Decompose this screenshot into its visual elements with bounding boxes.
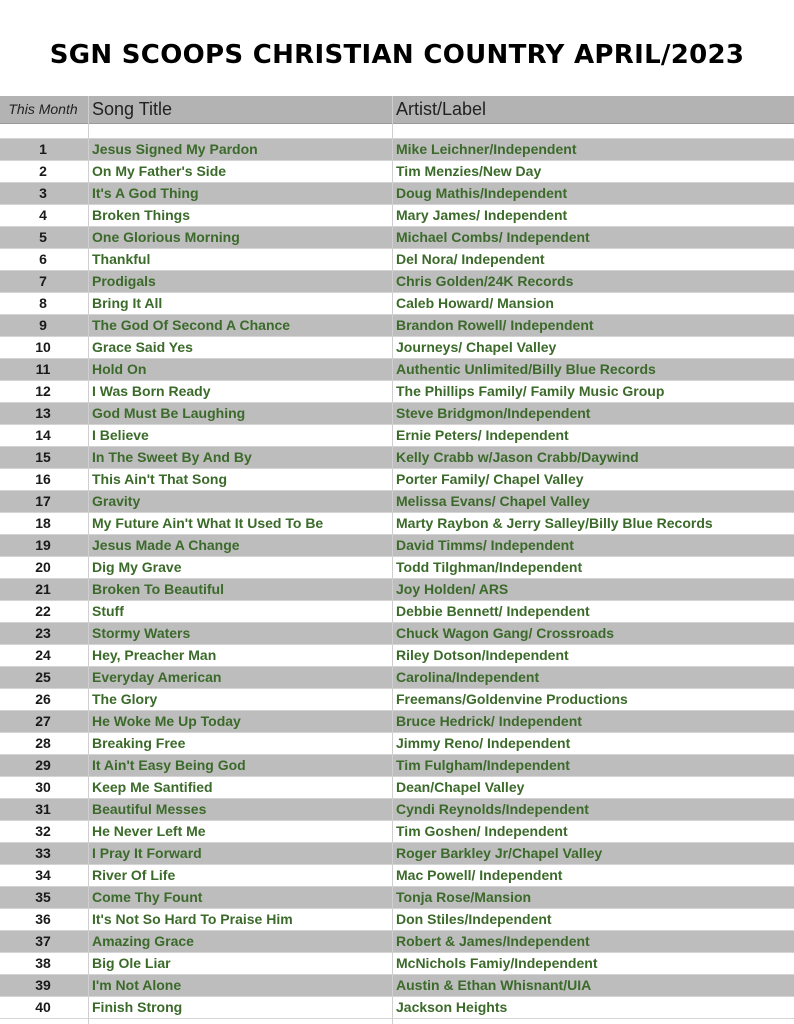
rank-cell: 3	[39, 185, 47, 201]
song-title-cell: This Ain't That Song	[92, 471, 228, 487]
table-row	[0, 315, 794, 337]
table-row	[0, 909, 794, 931]
rank-cell: 31	[35, 801, 51, 817]
artist-label-cell: Mary James/ Independent	[396, 207, 568, 223]
rank-cell: 36	[35, 911, 51, 927]
artist-label-cell: Joy Holden/ ARS	[396, 581, 509, 597]
chart-table	[0, 96, 794, 1019]
song-title-cell: Prodigals	[92, 273, 156, 289]
table-row	[0, 139, 794, 161]
artist-label-cell: Authentic Unlimited/Billy Blue Records	[396, 361, 656, 377]
rank-cell: 35	[35, 889, 51, 905]
table-row	[0, 777, 794, 799]
rank-cell: 4	[39, 207, 47, 223]
rank-cell: 26	[35, 691, 51, 707]
table-row	[0, 205, 794, 227]
song-title-cell: Dig My Grave	[92, 559, 182, 575]
song-title-cell: I Pray It Forward	[92, 845, 202, 861]
artist-label-cell: Doug Mathis/Independent	[396, 185, 568, 201]
song-title-cell: It's A God Thing	[92, 185, 199, 201]
artist-label-cell: Marty Raybon & Jerry Salley/Billy Blue Records	[396, 515, 713, 531]
song-title-cell: Beautiful Messes	[92, 801, 207, 817]
table-row	[0, 227, 794, 249]
artist-label-cell: Austin & Ethan Whisnant/UIA	[396, 977, 592, 993]
artist-label-cell: The Phillips Family/ Family Music Group	[396, 383, 665, 399]
header-song-title: Song Title	[92, 99, 173, 119]
artist-label-cell: Dean/Chapel Valley	[396, 779, 525, 795]
artist-label-cell: Michael Combs/ Independent	[396, 229, 590, 245]
rank-cell: 22	[35, 603, 51, 619]
table-row	[0, 975, 794, 997]
rank-cell: 21	[35, 581, 51, 597]
song-title-cell: I'm Not Alone	[92, 977, 182, 993]
artist-label-cell: Chuck Wagon Gang/ Crossroads	[396, 625, 615, 641]
table-row	[0, 183, 794, 205]
column-divider	[88, 96, 89, 1024]
table-row	[0, 689, 794, 711]
artist-label-cell: Jackson Heights	[396, 999, 508, 1015]
artist-label-cell: Chris Golden/24K Records	[396, 273, 574, 289]
rank-cell: 39	[35, 977, 51, 993]
header-artist-label: Artist/Label	[396, 99, 487, 119]
rank-cell: 32	[35, 823, 51, 839]
song-title-cell: Amazing Grace	[92, 933, 194, 949]
blank-row	[0, 124, 794, 139]
table-row	[0, 425, 794, 447]
song-title-cell: Grace Said Yes	[92, 339, 193, 355]
rank-cell: 2	[39, 163, 47, 179]
song-title-cell: Hey, Preacher Man	[92, 647, 217, 663]
song-title-cell: Jesus Signed My Pardon	[92, 141, 258, 157]
artist-label-cell: Roger Barkley Jr/Chapel Valley	[396, 845, 603, 861]
table-row	[0, 711, 794, 733]
rank-cell: 13	[35, 405, 51, 421]
table-row	[0, 799, 794, 821]
table-row	[0, 381, 794, 403]
song-title-cell: The God Of Second A Chance	[92, 317, 291, 333]
rank-cell: 20	[35, 559, 51, 575]
artist-label-cell: Tim Menzies/New Day	[396, 163, 542, 179]
artist-label-cell: Carolina/Independent	[396, 669, 540, 685]
table-row	[0, 469, 794, 491]
song-title-cell: Everyday American	[92, 669, 222, 685]
table-row	[0, 557, 794, 579]
rank-cell: 38	[35, 955, 51, 971]
table-header-row	[0, 96, 794, 124]
artist-label-cell: Freemans/Goldenvine Productions	[396, 691, 628, 707]
rank-cell: 30	[35, 779, 51, 795]
song-title-cell: Gravity	[92, 493, 141, 509]
rank-cell: 37	[35, 933, 51, 949]
table-row	[0, 887, 794, 909]
column-divider	[392, 96, 393, 1024]
table-row	[0, 161, 794, 183]
table-row	[0, 623, 794, 645]
artist-label-cell: Don Stiles/Independent	[396, 911, 552, 927]
rank-cell: 12	[35, 383, 51, 399]
song-title-cell: Big Ole Liar	[92, 955, 171, 971]
table-row	[0, 601, 794, 623]
rank-cell: 28	[35, 735, 51, 751]
song-title-cell: On My Father's Side	[92, 163, 227, 179]
song-title-cell: Thankful	[92, 251, 151, 267]
artist-label-cell: Cyndi Reynolds/Independent	[396, 801, 589, 817]
artist-label-cell: Caleb Howard/ Mansion	[396, 295, 554, 311]
song-title-cell: I Was Born Ready	[92, 383, 211, 399]
table-row	[0, 271, 794, 293]
rank-cell: 11	[35, 361, 51, 377]
song-title-cell: Stuff	[92, 603, 124, 619]
rank-cell: 8	[39, 295, 47, 311]
table-row	[0, 645, 794, 667]
table-row	[0, 513, 794, 535]
song-title-cell: Broken Things	[92, 207, 191, 223]
artist-label-cell: Melissa Evans/ Chapel Valley	[396, 493, 590, 509]
rank-cell: 34	[35, 867, 51, 883]
rank-cell: 6	[39, 251, 47, 267]
artist-label-cell: Mike Leichner/Independent	[396, 141, 577, 157]
table-row	[0, 821, 794, 843]
song-title-cell: Finish Strong	[92, 999, 183, 1015]
table-body	[0, 139, 794, 1019]
artist-label-cell: McNichols Famiy/Independent	[396, 955, 598, 971]
rank-cell: 14	[35, 427, 51, 443]
table-row	[0, 733, 794, 755]
song-title-cell: Keep Me Santified	[92, 779, 213, 795]
rank-cell: 27	[35, 713, 51, 729]
artist-label-cell: Mac Powell/ Independent	[396, 867, 563, 883]
artist-label-cell: Debbie Bennett/ Independent	[396, 603, 590, 619]
artist-label-cell: Robert & James/Independent	[396, 933, 590, 949]
song-title-cell: It Ain't Easy Being God	[92, 757, 246, 773]
artist-label-cell: Riley Dotson/Independent	[396, 647, 569, 663]
header-this-month: This Month	[8, 101, 78, 117]
artist-label-cell: Tim Fulgham/Independent	[396, 757, 570, 773]
song-title-cell: One Glorious Morning	[92, 229, 240, 245]
artist-label-cell: Tonja Rose/Mansion	[396, 889, 532, 905]
song-title-cell: He Never Left Me	[92, 823, 206, 839]
table-row	[0, 249, 794, 271]
table-row	[0, 403, 794, 425]
song-title-cell: Stormy Waters	[92, 625, 191, 641]
artist-label-cell: Porter Family/ Chapel Valley	[396, 471, 584, 487]
artist-label-cell: Ernie Peters/ Independent	[396, 427, 569, 443]
rank-cell: 24	[35, 647, 51, 663]
table-row	[0, 667, 794, 689]
rank-cell: 25	[35, 669, 51, 685]
artist-label-cell: Tim Goshen/ Independent	[396, 823, 568, 839]
table-row	[0, 953, 794, 975]
artist-label-cell: Kelly Crabb w/Jason Crabb/Daywind	[396, 449, 639, 465]
rank-cell: 23	[35, 625, 51, 641]
rank-cell: 7	[39, 273, 47, 289]
rank-cell: 5	[39, 229, 47, 245]
table-row	[0, 843, 794, 865]
song-title-cell: Hold On	[92, 361, 147, 377]
rank-cell: 10	[35, 339, 51, 355]
table-row	[0, 579, 794, 601]
artist-label-cell: Journeys/ Chapel Valley	[396, 339, 557, 355]
rank-cell: 33	[35, 845, 51, 861]
artist-label-cell: Brandon Rowell/ Independent	[396, 317, 594, 333]
song-title-cell: Bring It All	[92, 295, 163, 311]
artist-label-cell: David Timms/ Independent	[396, 537, 574, 553]
rank-cell: 17	[35, 493, 51, 509]
song-title-cell: Come Thy Fount	[92, 889, 203, 905]
artist-label-cell: Jimmy Reno/ Independent	[396, 735, 571, 751]
table-row	[0, 359, 794, 381]
artist-label-cell: Steve Bridgmon/Independent	[396, 405, 591, 421]
song-title-cell: My Future Ain't What It Used To Be	[92, 515, 324, 531]
artist-label-cell: Del Nora/ Independent	[396, 251, 545, 267]
song-title-cell: I Believe	[92, 427, 149, 443]
song-title-cell: Jesus Made A Change	[92, 537, 240, 553]
song-title-cell: In The Sweet By And By	[92, 449, 252, 465]
table-row	[0, 997, 794, 1019]
song-title-cell: It's Not So Hard To Praise Him	[92, 911, 293, 927]
rank-cell: 9	[39, 317, 47, 333]
rank-cell: 19	[35, 537, 51, 553]
artist-label-cell: Todd Tilghman/Independent	[396, 559, 583, 575]
table-row	[0, 755, 794, 777]
rank-cell: 15	[35, 449, 51, 465]
song-title-cell: River Of Life	[92, 867, 176, 883]
table-row	[0, 447, 794, 469]
artist-label-cell: Bruce Hedrick/ Independent	[396, 713, 582, 729]
table-row	[0, 535, 794, 557]
table-row	[0, 865, 794, 887]
table-row	[0, 931, 794, 953]
song-title-cell: The Glory	[92, 691, 158, 707]
song-title-cell: God Must Be Laughing	[92, 405, 246, 421]
table-row	[0, 337, 794, 359]
rank-cell: 40	[35, 999, 51, 1015]
table-row	[0, 293, 794, 315]
rank-cell: 29	[35, 757, 51, 773]
table-row	[0, 491, 794, 513]
song-title-cell: Breaking Free	[92, 735, 186, 751]
rank-cell: 18	[35, 515, 51, 531]
song-title-cell: He Woke Me Up Today	[92, 713, 241, 729]
page-title: SGN SCOOPS CHRISTIAN COUNTRY APRIL/2023	[49, 40, 745, 70]
rank-cell: 16	[35, 471, 51, 487]
rank-cell: 1	[39, 141, 47, 157]
song-title-cell: Broken To Beautiful	[92, 581, 224, 597]
